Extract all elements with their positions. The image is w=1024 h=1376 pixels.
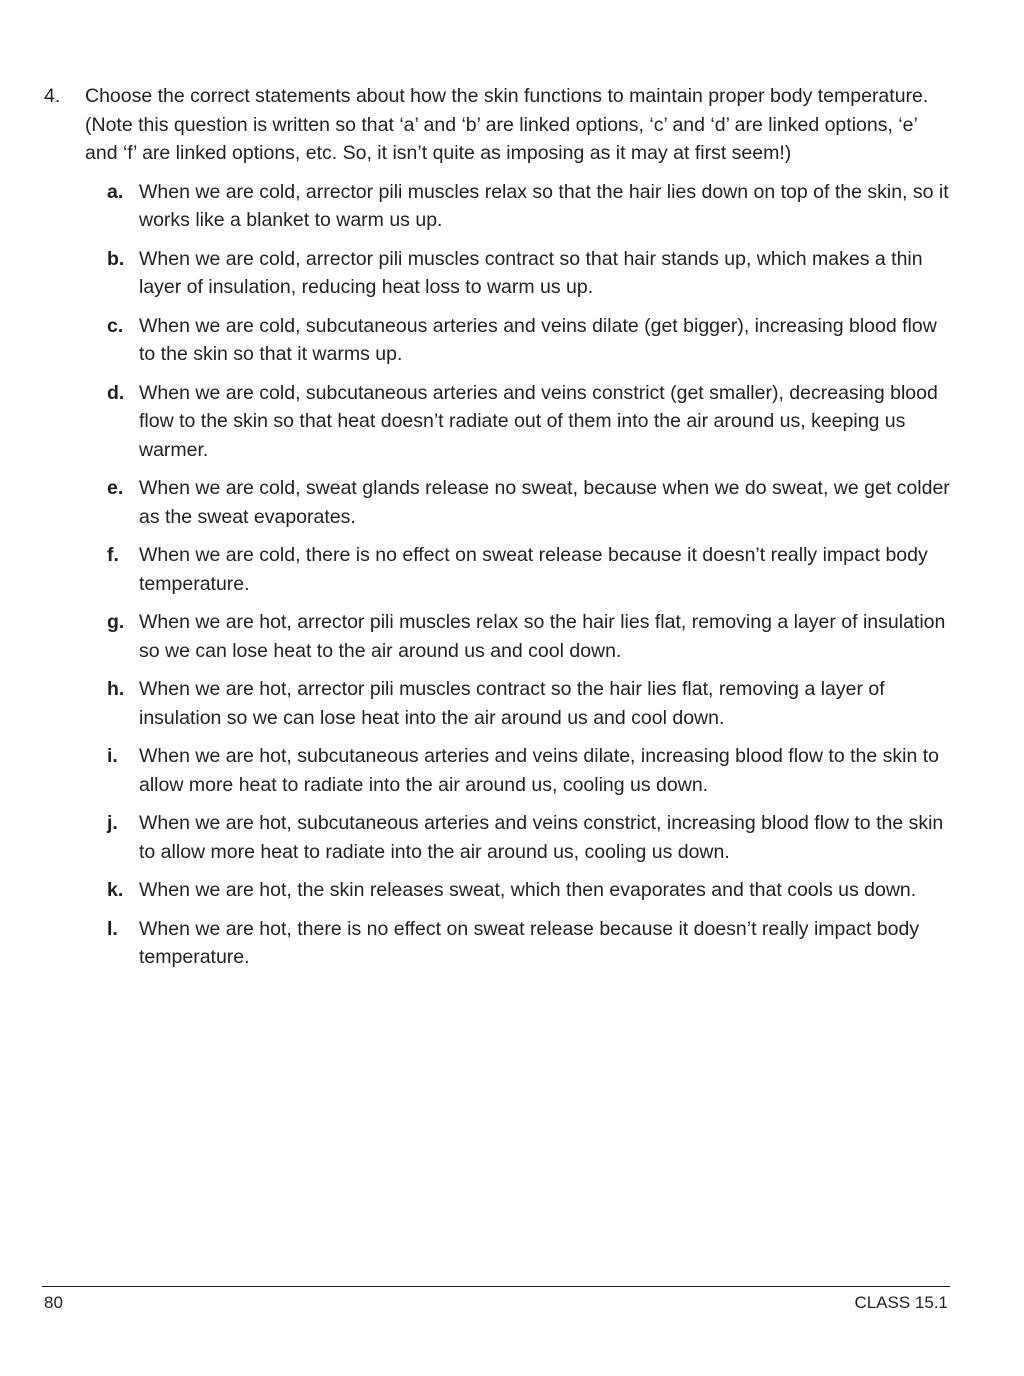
option-text: When we are cold, subcutaneous arteries and veins dilate (get bigger), increasing blood flow to the skin so that it warms up. bbox=[139, 314, 937, 365]
footer-divider bbox=[42, 1286, 950, 1287]
option-f[interactable] bbox=[44, 541, 954, 598]
option-letter: j. bbox=[107, 812, 118, 834]
option-text: When we are cold, arrector pili muscles relax so that the hair lies down on top of the skin, so it works like a blanket to warm us up. bbox=[139, 180, 949, 231]
option-g[interactable] bbox=[44, 608, 954, 665]
question-number: 4. bbox=[44, 85, 61, 107]
option-letter: d. bbox=[107, 381, 125, 404]
option-a[interactable] bbox=[44, 178, 954, 235]
page-number: 80 bbox=[44, 1293, 63, 1312]
question-text: Choose the correct statements about how the skin functions to maintain proper body temperature. (Note this question is written so that ‘a’ and ‘b’ are linked options, ‘c’ and ‘d’ are linked options, ‘e’ and ‘f’ are linked options, etc. So, it isn’t quite as imposing as it may at first seem!) bbox=[85, 85, 929, 164]
question-block bbox=[44, 82, 954, 982]
answer-options bbox=[44, 178, 954, 972]
option-k[interactable] bbox=[44, 876, 954, 905]
class-label: CLASS 15.1 bbox=[854, 1293, 948, 1312]
option-i[interactable] bbox=[44, 742, 954, 799]
option-letter: g. bbox=[107, 611, 125, 633]
option-letter: l. bbox=[107, 917, 118, 940]
option-text: When we are cold, subcutaneous arteries and veins constrict (get smaller), decreasing blood flow to the skin so that heat doesn’t radiate out of them into the air around us, keeping us warmer. bbox=[139, 381, 938, 461]
option-text: When we are hot, arrector pili muscles contract so the hair lies flat, removing a layer of insulation so we can lose heat into the air around us and cool down. bbox=[139, 678, 885, 729]
option-text: When we are hot, arrector pili muscles relax so the hair lies flat, removing a layer of insulation so we can lose heat to the air around us and cool down. bbox=[139, 611, 946, 662]
option-letter: h. bbox=[107, 678, 125, 700]
option-e[interactable] bbox=[44, 474, 954, 531]
option-letter: f. bbox=[107, 544, 119, 566]
option-text: When we are cold, there is no effect on sweat release because it doesn’t really impact body temperature. bbox=[139, 544, 928, 595]
option-letter: k. bbox=[107, 879, 124, 901]
option-text: When we are hot, there is no effect on sweat release because it doesn’t really impact body temperature. bbox=[139, 917, 920, 968]
option-text: When we are cold, sweat glands release no sweat, because when we do sweat, we get colder as the sweat evaporates. bbox=[139, 477, 950, 528]
option-c[interactable] bbox=[44, 312, 954, 369]
option-j[interactable] bbox=[44, 809, 954, 866]
option-text: When we are hot, subcutaneous arteries and veins dilate, increasing blood flow to the skin to allow more heat to radiate into the air around us, cooling us down. bbox=[139, 745, 939, 796]
option-text: When we are hot, subcutaneous arteries and veins constrict, increasing blood flow to the skin to allow more heat to radiate into the air around us, cooling us down. bbox=[139, 812, 944, 863]
option-letter: e. bbox=[107, 477, 124, 499]
option-letter: b. bbox=[107, 247, 125, 270]
option-b[interactable] bbox=[44, 245, 954, 302]
option-letter: i. bbox=[107, 745, 118, 767]
option-text: When we are cold, arrector pili muscles contract so that hair stands up, which makes a thin layer of insulation, reducing heat loss to warm us up. bbox=[139, 247, 923, 298]
question-stem bbox=[44, 82, 954, 168]
option-letter: a. bbox=[107, 180, 124, 203]
option-d[interactable] bbox=[44, 379, 954, 465]
option-h[interactable] bbox=[44, 675, 954, 732]
option-text: When we are hot, the skin releases sweat, which then evaporates and that cools us down. bbox=[139, 879, 917, 901]
option-l[interactable] bbox=[44, 915, 954, 972]
option-letter: c. bbox=[107, 314, 124, 337]
